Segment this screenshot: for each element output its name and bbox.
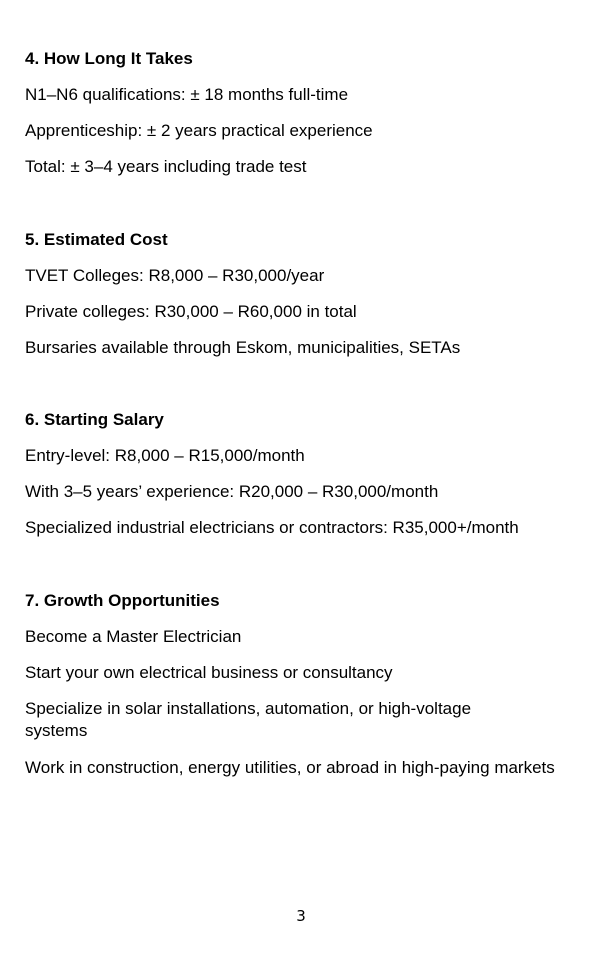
list-item: Apprenticeship: ± 2 years practical experience	[25, 121, 373, 140]
section-heading-starting-salary: 6. Starting Salary	[25, 410, 164, 429]
list-item: Work in construction, energy utilities, or abroad in high-paying markets	[25, 758, 555, 777]
list-item: Private colleges: R30,000 – R60,000 in total	[25, 302, 357, 321]
page-number: 3	[296, 907, 306, 925]
section-heading-estimated-cost: 5. Estimated Cost	[25, 230, 168, 249]
list-item: Start your own electrical business or consultancy	[25, 663, 393, 682]
section-heading-how-long: 4. How Long It Takes	[25, 49, 193, 68]
section-heading-growth-opportunities: 7. Growth Opportunities	[25, 591, 220, 610]
list-item: Become a Master Electrician	[25, 627, 242, 646]
list-item: Bursaries available through Eskom, municipalities, SETAs	[25, 338, 461, 357]
list-item: TVET Colleges: R8,000 – R30,000/year	[25, 266, 325, 285]
list-item: With 3–5 years’ experience: R20,000 – R30,000/month	[25, 482, 439, 501]
list-item: Specialize in solar installations, automation, or high-voltage systems	[25, 699, 472, 740]
list-item: Total: ± 3–4 years including trade test	[25, 157, 307, 176]
list-item: Specialized industrial electricians or contractors: R35,000+/month	[25, 518, 519, 537]
list-item: N1–N6 qualifications: ± 18 months full-time	[25, 85, 349, 104]
list-item: Entry-level: R8,000 – R15,000/month	[25, 446, 305, 465]
